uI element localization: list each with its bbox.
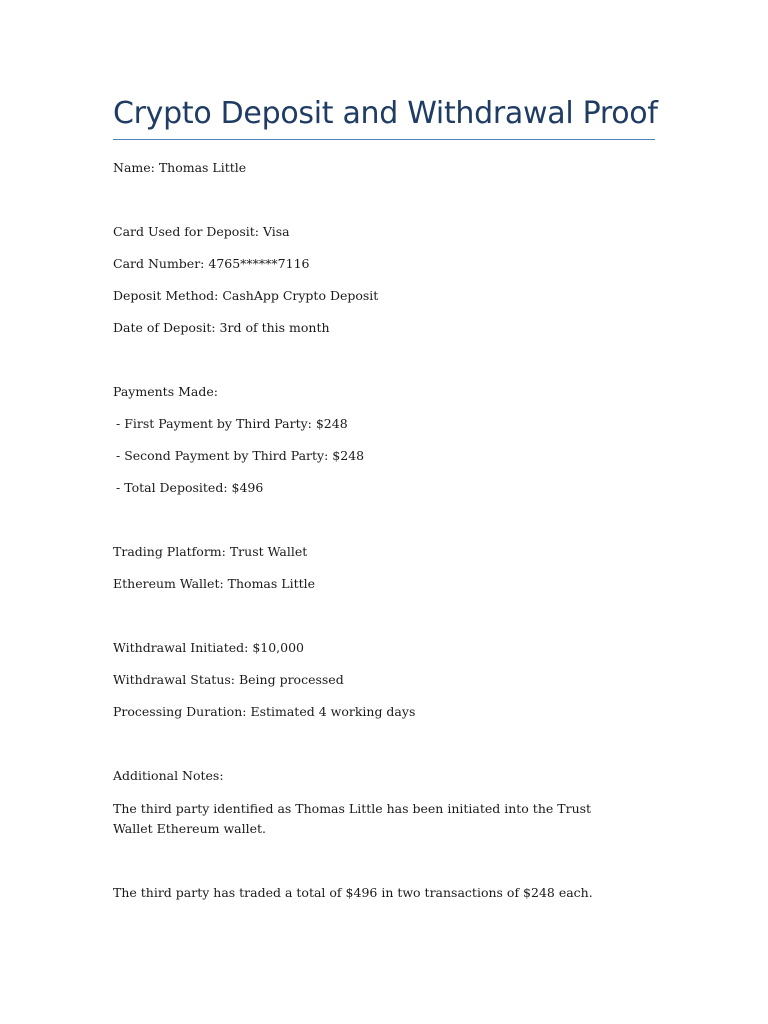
- deposit-date-line: Date of Deposit: 3rd of this month: [113, 320, 330, 335]
- document-title: Crypto Deposit and Withdrawal Proof: [113, 96, 658, 131]
- processing-duration-line: Processing Duration: Estimated 4 working days: [113, 704, 416, 719]
- deposit-method-line: Deposit Method: CashApp Crypto Deposit: [113, 288, 379, 303]
- note-paragraph-1: The third party identified as Thomas Little has been initiated into the Trust Wallet Ethereum wallet.: [113, 801, 592, 836]
- ethereum-wallet-line: Ethereum Wallet: Thomas Little: [113, 576, 316, 591]
- notes-heading: Additional Notes:: [113, 768, 224, 783]
- withdrawal-status-line: Withdrawal Status: Being processed: [113, 672, 344, 687]
- trading-platform-line: Trading Platform: Trust Wallet: [113, 544, 308, 559]
- note-paragraph-2: The third party has traded a total of $496 in two transactions of $248 each.: [113, 885, 593, 900]
- withdrawal-initiated-line: Withdrawal Initiated: $10,000: [113, 640, 305, 655]
- payment-item-second: - Second Payment by Third Party: $248: [116, 448, 365, 463]
- card-used-line: Card Used for Deposit: Visa: [113, 224, 290, 239]
- payment-item-first: - First Payment by Third Party: $248: [116, 416, 348, 431]
- name-line: Name: Thomas Little: [113, 160, 247, 175]
- title-underline: [113, 139, 655, 140]
- payments-heading: Payments Made:: [113, 384, 218, 399]
- payment-item-total: - Total Deposited: $496: [116, 480, 264, 495]
- card-number-line: Card Number: 4765******7116: [113, 256, 310, 271]
